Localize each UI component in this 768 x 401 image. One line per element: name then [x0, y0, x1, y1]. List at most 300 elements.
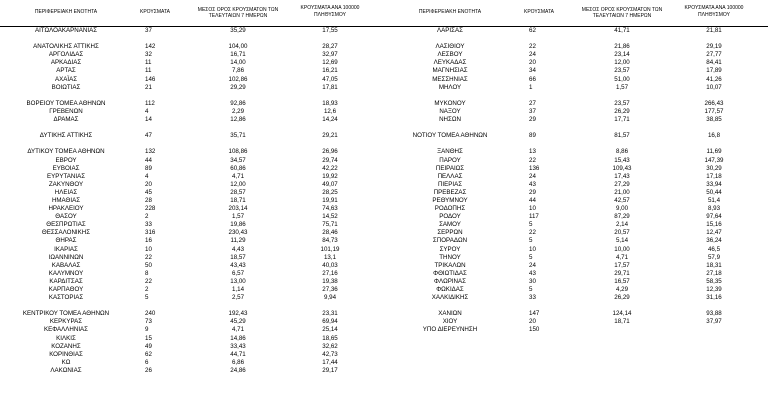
avg-7day-value: 124,14 — [612, 310, 632, 318]
cases-value: 2 — [145, 213, 149, 221]
per-100k-value: 29,21 — [322, 132, 338, 140]
region-name: ΦΛΩΡΙΝΑΣ — [434, 277, 466, 285]
per-100k-value: 27,77 — [706, 51, 722, 59]
avg-7day-value: 1,57 — [615, 83, 629, 91]
cases-value: 22 — [529, 43, 536, 51]
region-name: ΒΟΡΕΙΟΥ ΤΟΜΕΑ ΑΘΗΝΩΝ — [26, 99, 106, 107]
avg-7day-value: 192,43 — [228, 310, 248, 318]
per-100k-value: 17,81 — [322, 83, 338, 91]
row-spacer — [384, 35, 768, 43]
per-100k-value: 32,62 — [322, 342, 338, 350]
per-100k-value: 29,19 — [706, 43, 722, 51]
region-name: ΞΑΝΘΗΣ — [437, 148, 463, 156]
region-name: ΔΥΤΙΚΟΥ ΤΟΜΕΑ ΑΘΗΝΩΝ — [27, 148, 105, 156]
per-100k-value: 19,38 — [322, 277, 338, 285]
table-row — [384, 157, 768, 165]
avg-7day-value: 81,57 — [614, 132, 630, 140]
cases-value: 16 — [145, 237, 152, 245]
avg-7day-value: 43,43 — [230, 261, 246, 269]
region-name: ΙΩΑΝΝΙΝΩΝ — [48, 253, 84, 261]
cases-value: 62 — [529, 27, 536, 34]
table-row — [384, 76, 768, 84]
region-name: ΑΧΑΪΑΣ — [54, 75, 78, 83]
per-100k-value: 38,85 — [706, 116, 722, 124]
table-row — [0, 335, 384, 343]
cases-value: 49 — [145, 342, 152, 350]
per-100k-value: 25,14 — [322, 326, 338, 334]
avg-7day-value: 10,00 — [614, 245, 630, 253]
table-row — [384, 116, 768, 124]
table-row — [384, 59, 768, 67]
per-100k-value: 12,69 — [322, 59, 338, 67]
per-100k-value: 31,16 — [706, 294, 722, 302]
table-row — [384, 286, 768, 294]
cases-value: 5 — [529, 237, 533, 245]
table-row — [0, 116, 384, 124]
region-name: ΑΙΤΩΛΟΑΚΑΡΝΑΝΙΑΣ — [34, 27, 98, 34]
cases-value: 316 — [145, 229, 156, 237]
per-100k-value: 18,31 — [706, 261, 722, 269]
avg-7day-value: 12,86 — [230, 116, 246, 124]
table-row — [384, 84, 768, 92]
region-name: ΣΑΜΟΥ — [439, 221, 461, 229]
cases-value: 142 — [145, 43, 156, 51]
table-row — [384, 181, 768, 189]
avg-7day-value: 12,00 — [614, 59, 630, 67]
cases-value: 43 — [529, 269, 536, 277]
per-100k-value: 51,4 — [707, 196, 721, 204]
region-name: ΣΠΟΡΑΔΩΝ — [432, 237, 468, 245]
region-name: ΠΙΕΡΙΑΣ — [437, 180, 463, 188]
cases-value: 27 — [529, 99, 536, 107]
per-100k-value: 10,07 — [706, 83, 722, 91]
per-100k-value: 26,96 — [322, 148, 338, 156]
table-row — [384, 262, 768, 270]
per-100k-value: 74,63 — [322, 205, 338, 213]
region-name: ΚΟΡΙΝΘΙΑΣ — [49, 350, 83, 358]
table-row — [384, 148, 768, 156]
header-region: ΠΕΡΙΦΕΡΕΙΑΚΗ ΕΝΟΤΗΤΑ — [34, 9, 98, 15]
avg-7day-value: 2,57 — [231, 294, 245, 302]
table-row — [384, 100, 768, 108]
table-row — [0, 76, 384, 84]
table-row — [0, 59, 384, 67]
per-100k-value: 19,92 — [322, 172, 338, 180]
region-name: ΒΟΙΩΤΙΑΣ — [51, 83, 81, 91]
cases-value: 20 — [529, 318, 536, 326]
avg-7day-value: 7,86 — [231, 67, 245, 75]
region-name: ΚΙΛΚΙΣ — [56, 334, 76, 342]
per-100k-value: 147,39 — [704, 156, 724, 164]
avg-7day-value: 17,71 — [614, 116, 630, 124]
per-100k-value: 42,22 — [322, 164, 338, 172]
per-100k-value: 32,97 — [322, 51, 338, 59]
table-row — [0, 246, 384, 254]
cases-value: 43 — [529, 180, 536, 188]
cases-value: 26 — [145, 366, 152, 374]
per-100k-value: 17,89 — [706, 67, 722, 75]
per-100k-value: 29,17 — [322, 366, 338, 374]
header-region: ΠΕΡΙΦΕΡΕΙΑΚΗ ΕΝΟΤΗΤΑ — [418, 9, 482, 15]
avg-7day-value: 16,71 — [230, 51, 246, 59]
cases-value: 10 — [529, 205, 536, 213]
region-name: ΧΙΟΥ — [442, 318, 458, 326]
avg-7day-value: 14,00 — [230, 59, 246, 67]
avg-7day-value: 15,43 — [614, 156, 630, 164]
region-name: ΚΑΡΠΑΘΟΥ — [48, 286, 84, 293]
per-100k-value: 40,03 — [322, 261, 338, 269]
avg-7day-value: 12,00 — [230, 180, 246, 188]
table-row — [0, 221, 384, 229]
avg-7day-value: 6,57 — [231, 269, 245, 277]
header-per-line2: ΠΛΗΘΥΣΜΟΥ — [314, 12, 346, 18]
per-100k-value: 16,8 — [707, 132, 721, 140]
table-row — [0, 326, 384, 334]
region-name: ΖΑΚΥΝΘΟΥ — [48, 180, 84, 188]
per-100k-value: 23,31 — [322, 310, 338, 318]
per-100k-value: 33,94 — [706, 180, 722, 188]
per-100k-value: 69,94 — [322, 318, 338, 326]
cases-value: 24 — [529, 261, 536, 269]
avg-7day-value: 45,29 — [230, 318, 246, 326]
cases-value: 146 — [145, 75, 156, 83]
region-name: ΡΟΔΟΥ — [439, 213, 461, 221]
region-name: ΗΡΑΚΛΕΙΟΥ — [48, 205, 84, 213]
avg-7day-value: 28,57 — [230, 188, 246, 196]
avg-7day-value: 26,29 — [614, 294, 630, 302]
per-100k-value: 12,6 — [323, 107, 337, 115]
per-100k-value: 16,21 — [322, 67, 338, 75]
per-100k-value: 84,41 — [706, 59, 722, 67]
cases-value: 20 — [529, 59, 536, 67]
avg-7day-value: 18,71 — [230, 196, 246, 204]
per-100k-value: 28,25 — [322, 188, 338, 196]
avg-7day-value: 21,00 — [614, 188, 630, 196]
table-row — [384, 229, 768, 237]
table-row — [0, 165, 384, 173]
cases-value: 24 — [529, 51, 536, 59]
avg-7day-value: 104,00 — [228, 43, 248, 51]
avg-7day-value: 4,43 — [231, 245, 245, 253]
avg-7day-value: 29,29 — [230, 83, 246, 91]
region-name: ΠΑΡΟΥ — [439, 156, 461, 164]
per-100k-value: 36,24 — [706, 237, 722, 245]
avg-7day-value: 20,57 — [614, 229, 630, 237]
header-per-line1: ΚΡΟΥΣΜΑΤΑ ΑΝΑ 100000 — [300, 5, 360, 11]
region-name: ΝΟΤΙΟΥ ΤΟΜΕΑ ΑΘΗΝΩΝ — [412, 132, 488, 140]
table-row — [384, 43, 768, 51]
region-name: ΛΑΚΩΝΙΑΣ — [50, 366, 82, 374]
avg-7day-value: 1,57 — [231, 213, 245, 221]
cases-value: 117 — [529, 213, 539, 221]
avg-7day-value: 23,14 — [614, 51, 630, 59]
row-spacer — [0, 140, 384, 148]
header-avg-line2: ΤΕΛΕΥΤΑΙΩΝ 7 ΗΜΕΡΩΝ — [592, 13, 652, 19]
cases-value: 29 — [529, 116, 536, 124]
cases-value: 66 — [529, 75, 536, 83]
per-100k-value: 17,44 — [322, 358, 338, 366]
table-row — [0, 157, 384, 165]
per-100k-value: 28,27 — [322, 43, 338, 51]
table-row — [0, 254, 384, 262]
table-row — [0, 100, 384, 108]
avg-7day-value: 33,43 — [230, 342, 246, 350]
per-100k-value: 177,57 — [704, 107, 724, 115]
per-100k-value: 58,35 — [706, 277, 722, 285]
per-100k-value: 50,44 — [706, 188, 722, 196]
table-row — [384, 278, 768, 286]
region-name: ΚΕΡΚΥΡΑΣ — [49, 318, 83, 326]
avg-7day-value: 13,00 — [230, 277, 246, 285]
table-row — [384, 318, 768, 326]
per-100k-value: 41,26 — [706, 75, 722, 83]
table-row — [0, 213, 384, 221]
per-100k-value: 14,24 — [322, 116, 338, 124]
avg-7day-value: 27,29 — [614, 180, 630, 188]
avg-7day-value: 1,14 — [231, 286, 245, 293]
table-row — [384, 294, 768, 302]
table-row — [0, 108, 384, 116]
avg-7day-value: 23,57 — [614, 99, 630, 107]
table-row — [0, 318, 384, 326]
cases-value: 5 — [145, 294, 149, 302]
cases-value: 13 — [529, 148, 536, 156]
avg-7day-value: 19,86 — [230, 221, 246, 229]
avg-7day-value: 4,29 — [615, 286, 629, 293]
table-row — [0, 148, 384, 156]
per-100k-value: 21,81 — [706, 27, 722, 34]
region-name: ΓΡΕΒΕΝΩΝ — [49, 107, 83, 115]
table-row — [0, 286, 384, 294]
table-row — [0, 343, 384, 351]
cases-value: 44 — [529, 196, 536, 204]
avg-7day-value: 2,29 — [231, 107, 245, 115]
cases-value: 6 — [145, 358, 149, 366]
table-row — [0, 197, 384, 205]
region-name: ΣΕΡΡΩΝ — [437, 229, 463, 237]
per-100k-value: 101,19 — [320, 245, 340, 253]
cases-value: 4 — [145, 172, 149, 180]
avg-7day-value: 23,57 — [614, 67, 630, 75]
cases-value: 22 — [145, 277, 152, 285]
cases-value: 50 — [145, 261, 152, 269]
per-100k-value: 75,71 — [322, 221, 338, 229]
cases-value: 14 — [145, 116, 152, 124]
region-name: ΦΩΚΙΔΑΣ — [436, 286, 464, 293]
region-name: ΤΡΙΚΑΛΩΝ — [434, 261, 466, 269]
cases-value: 47 — [145, 132, 152, 140]
table-row — [0, 229, 384, 237]
cases-value: 24 — [529, 172, 536, 180]
per-100k-value: 93,88 — [706, 310, 722, 318]
per-100k-value: 11,69 — [706, 148, 722, 156]
table-row — [0, 43, 384, 51]
table-row — [0, 26, 384, 35]
row-spacer — [0, 92, 384, 100]
table-row — [0, 84, 384, 92]
avg-7day-value: 92,86 — [230, 99, 246, 107]
table-row — [384, 51, 768, 59]
avg-7day-value: 51,00 — [614, 75, 630, 83]
region-name: ΛΕΥΚΑΔΑΣ — [433, 59, 467, 67]
table-row — [384, 254, 768, 262]
header-cases: ΚΡΟΥΣΜΑΤΑ — [524, 9, 554, 15]
cases-value: 5 — [529, 253, 533, 261]
cases-value: 10 — [529, 245, 536, 253]
avg-7day-value: 102,86 — [228, 75, 248, 83]
header-avg-line1: ΜΕΣΟΣ ΟΡΟΣ ΚΡΟΥΣΜΑΤΩΝ ΤΩΝ — [197, 7, 279, 13]
region-name: ΥΠΟ ΔΙΕΡΕΥΝΗΣΗ — [422, 326, 478, 334]
per-100k-value: 28,46 — [322, 229, 338, 237]
cases-value: 11 — [145, 67, 152, 75]
cases-value: 22 — [529, 229, 536, 237]
avg-7day-value: 2,14 — [615, 221, 629, 229]
cases-value: 44 — [145, 156, 152, 164]
row-spacer — [384, 140, 768, 148]
table-row — [0, 294, 384, 302]
region-name: ΚΑΣΤΟΡΙΑΣ — [48, 294, 84, 302]
cases-value: 33 — [145, 221, 152, 229]
region-name: ΔΥΤΙΚΗΣ ΑΤΤΙΚΗΣ — [39, 132, 93, 140]
region-name: ΛΑΡΙΣΑΣ — [437, 27, 463, 34]
cases-value: 2 — [145, 286, 149, 293]
region-name: ΡΕΘΥΜΝΟΥ — [432, 196, 468, 204]
region-name: ΘΗΡΑΣ — [55, 237, 77, 245]
avg-7day-value: 16,57 — [614, 277, 630, 285]
avg-7day-value: 24,86 — [230, 366, 246, 374]
avg-7day-value: 26,29 — [614, 107, 630, 115]
table-row — [384, 132, 768, 140]
per-100k-value: 9,94 — [323, 294, 337, 302]
region-name: ΜΑΓΝΗΣΙΑΣ — [432, 67, 468, 75]
region-name: ΙΚΑΡΙΑΣ — [54, 245, 78, 253]
per-100k-value: 15,16 — [706, 221, 722, 229]
region-name: ΠΡΕΒΕΖΑΣ — [433, 188, 467, 196]
cases-value: 28 — [145, 196, 152, 204]
cases-value: 147 — [529, 310, 540, 318]
region-name: ΑΝΑΤΟΛΙΚΗΣ ΑΤΤΙΚΗΣ — [33, 43, 99, 51]
region-name: ΚΑΒΑΛΑΣ — [51, 261, 81, 269]
avg-7day-value: 29,71 — [614, 269, 630, 277]
per-100k-value: 27,36 — [322, 286, 338, 293]
cases-value: 37 — [529, 107, 536, 115]
cases-value: 228 — [145, 205, 156, 213]
per-100k-value: 18,93 — [322, 99, 338, 107]
cases-value: 112 — [145, 99, 155, 107]
table-row — [0, 51, 384, 59]
avg-7day-value: 34,57 — [230, 156, 246, 164]
cases-value: 132 — [145, 148, 156, 156]
table-row — [0, 205, 384, 213]
table-row — [384, 197, 768, 205]
table-row — [384, 173, 768, 181]
avg-7day-value: 87,29 — [614, 213, 630, 221]
table-row — [0, 181, 384, 189]
avg-7day-value: 11,29 — [230, 237, 246, 245]
cases-value: 33 — [529, 294, 536, 302]
avg-7day-value: 41,71 — [614, 27, 630, 34]
region-name: ΘΑΣΟΥ — [55, 213, 77, 221]
per-100k-value: 12,39 — [706, 286, 722, 293]
region-name: ΚΑΛΥΜΝΟΥ — [48, 269, 84, 277]
per-100k-value: 8,93 — [707, 205, 721, 213]
per-100k-value: 18,65 — [322, 334, 338, 342]
cases-value: 62 — [145, 350, 152, 358]
per-100k-value: 97,64 — [706, 213, 722, 221]
row-spacer — [384, 302, 768, 310]
cases-value: 9 — [145, 326, 149, 334]
region-name: ΜΥΚΟΝΟΥ — [434, 99, 466, 107]
per-100k-value: 49,07 — [322, 180, 338, 188]
header-cases: ΚΡΟΥΣΜΑΤΑ — [140, 9, 170, 15]
row-spacer — [0, 35, 384, 43]
avg-7day-value: 35,71 — [230, 132, 246, 140]
region-name: ΚΟΖΑΝΗΣ — [51, 342, 81, 350]
avg-7day-value: 44,71 — [230, 350, 246, 358]
row-spacer — [384, 92, 768, 100]
table-row — [0, 270, 384, 278]
cases-value: 34 — [529, 67, 536, 75]
avg-7day-value: 18,71 — [614, 318, 630, 326]
per-100k-value: 30,29 — [706, 164, 722, 172]
region-name: ΝΗΣΩΝ — [439, 116, 461, 124]
per-100k-value: 17,55 — [322, 27, 338, 34]
avg-7day-value: 203,14 — [228, 205, 248, 213]
cases-value: 30 — [529, 277, 536, 285]
avg-7day-value: 5,14 — [615, 237, 629, 245]
cases-value: 29 — [529, 188, 536, 196]
region-name: ΕΥΒΟΙΑΣ — [52, 164, 80, 172]
region-name: ΘΕΣΣΑΛΟΝΙΚΗΣ — [41, 229, 91, 237]
per-100k-value: 37,97 — [706, 318, 722, 326]
table-row — [384, 189, 768, 197]
avg-7day-value: 4,71 — [615, 253, 629, 261]
table-row — [384, 213, 768, 221]
cases-value: 8 — [145, 269, 149, 277]
table-row — [384, 270, 768, 278]
cases-value: 32 — [145, 51, 152, 59]
table-row — [384, 108, 768, 116]
header-per-line2: ΠΛΗΘΥΣΜΟΥ — [698, 12, 730, 18]
per-100k-value: 46,5 — [707, 245, 721, 253]
table-row — [0, 359, 384, 367]
per-100k-value: 84,73 — [322, 237, 338, 245]
table-row — [0, 351, 384, 359]
region-name: ΛΑΣΙΘΙΟΥ — [435, 43, 465, 51]
cases-value: 89 — [145, 164, 152, 172]
row-spacer — [0, 124, 384, 132]
table-row — [0, 67, 384, 75]
table-row — [0, 310, 384, 318]
table-row — [0, 173, 384, 181]
cases-value: 15 — [145, 334, 152, 342]
table-row — [0, 367, 384, 375]
region-name: ΡΟΔΟΠΗΣ — [434, 205, 466, 213]
avg-7day-value: 6,86 — [231, 358, 245, 366]
table-row — [384, 310, 768, 318]
header-per-line1: ΚΡΟΥΣΜΑΤΑ ΑΝΑ 100000 — [684, 5, 744, 11]
avg-7day-value: 21,86 — [614, 43, 630, 51]
table-row — [384, 205, 768, 213]
table-row — [0, 262, 384, 270]
region-name: ΑΡΓΟΛΙΔΑΣ — [48, 51, 84, 59]
region-name: ΠΕΙΡΑΙΩΣ — [435, 164, 465, 172]
table-row — [0, 132, 384, 140]
avg-7day-value: 14,86 — [230, 334, 246, 342]
avg-7day-value: 17,57 — [614, 261, 630, 269]
avg-7day-value: 4,71 — [231, 326, 245, 334]
table-row — [384, 165, 768, 173]
